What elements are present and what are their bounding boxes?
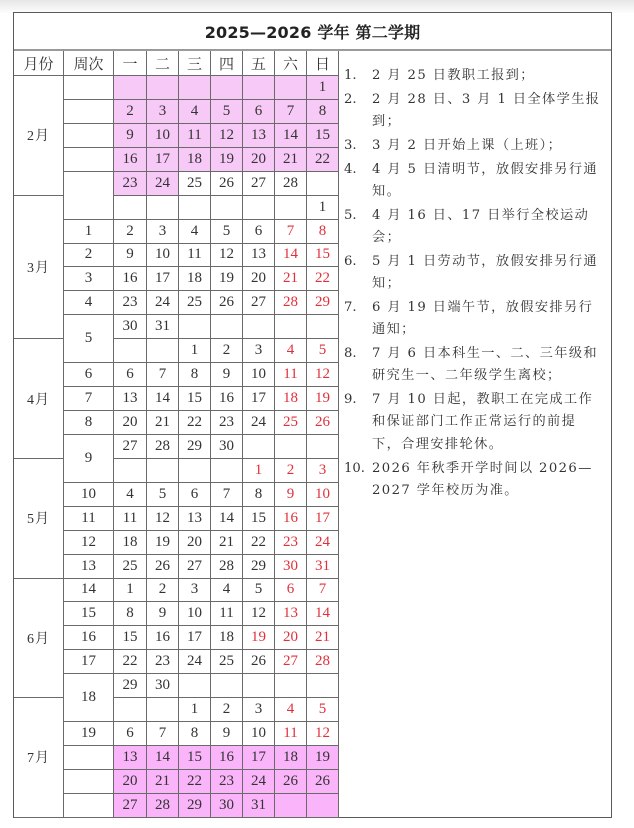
date-cell-wed: 4 <box>179 100 211 124</box>
date-cell-mon: 13 <box>114 746 147 770</box>
date-cell-mon: 18 <box>114 531 147 555</box>
date-cell-sun: 1 <box>307 196 339 220</box>
date-cell-tue: 3 <box>147 220 179 244</box>
date-cell-sat: 18 <box>275 387 307 411</box>
date-cell-fri: 6 <box>243 220 275 244</box>
date-cell-tue: 17 <box>147 148 179 172</box>
date-cell-sat <box>275 76 307 100</box>
date-cell-thu: 9 <box>211 722 243 746</box>
date-cell-fri <box>243 76 275 100</box>
date-cell-fri: 3 <box>243 698 275 722</box>
date-cell-fri: 29 <box>243 555 275 579</box>
date-cell-thu: 26 <box>211 291 243 315</box>
date-cell-tue: 28 <box>147 435 179 459</box>
date-cell-wed: 29 <box>179 794 211 818</box>
date-cell-sat <box>275 674 307 698</box>
date-cell-thu: 14 <box>211 507 243 531</box>
week-number: 17 <box>64 650 114 674</box>
date-cell-sat: 7 <box>275 220 307 244</box>
note-number: 9. <box>344 392 357 408</box>
date-cell-sat <box>275 315 307 339</box>
date-cell-wed: 24 <box>179 650 211 674</box>
date-cell-sun: 22 <box>307 148 339 172</box>
note-text: 2 月 25 日教职工报到； <box>372 68 535 83</box>
date-cell-fri: 6 <box>243 100 275 124</box>
note-text: 7 月 6 日本科生一、二、三年级和研究生一、二年级学生离校； <box>372 346 598 384</box>
date-cell-tue: 21 <box>147 411 179 435</box>
date-cell-thu: 19 <box>211 148 243 172</box>
date-cell-sat: 23 <box>275 531 307 555</box>
date-cell-fri: 17 <box>243 387 275 411</box>
date-cell-mon <box>114 76 147 100</box>
week-number <box>64 148 114 172</box>
date-cell-tue: 17 <box>147 267 179 291</box>
note-text: 3 月 2 日开始上课（上班）； <box>372 137 563 153</box>
date-cell-wed <box>179 674 211 698</box>
date-cell-sun: 19 <box>307 746 339 770</box>
date-cell-tue: 5 <box>147 483 179 507</box>
date-cell-sat: 14 <box>275 124 307 148</box>
date-cell-fri: 10 <box>243 363 275 387</box>
week-number <box>64 746 114 770</box>
note-text: 4 月 16 日、17 日举行全校运动会； <box>372 207 590 246</box>
date-cell-sun: 24 <box>307 531 339 555</box>
date-cell-tue: 7 <box>147 363 179 387</box>
date-cell-fri: 10 <box>243 722 275 746</box>
date-cell-fri: 1 <box>243 459 275 483</box>
date-cell-sat: 27 <box>275 650 307 674</box>
note-text: 2 月 28 日、3 月 1 日全体学生报到； <box>372 91 601 130</box>
date-cell-mon: 25 <box>114 555 147 579</box>
month-label: 5月 <box>14 459 64 579</box>
date-cell-tue <box>147 76 179 100</box>
date-cell-mon: 6 <box>114 722 147 746</box>
date-cell-sat: 16 <box>275 507 307 531</box>
date-cell-sun <box>307 674 339 698</box>
header-day-tue: 二 <box>147 51 179 76</box>
note-item <box>340 65 611 87</box>
date-cell-tue: 28 <box>147 794 179 818</box>
date-cell-sat <box>275 435 307 459</box>
date-cell-thu: 19 <box>211 267 243 291</box>
date-cell-tue: 23 <box>147 650 179 674</box>
date-cell-wed: 15 <box>179 387 211 411</box>
date-cell-wed: 22 <box>179 770 211 794</box>
note-number: 7. <box>344 299 357 315</box>
date-cell-sun: 1 <box>307 76 339 100</box>
date-cell-fri <box>243 315 275 339</box>
date-cell-sun: 3 <box>307 459 339 483</box>
date-cell-sun <box>307 435 339 459</box>
date-cell-sun: 8 <box>307 220 339 244</box>
date-cell-wed: 22 <box>179 411 211 435</box>
date-cell-tue <box>147 196 179 220</box>
date-cell-thu: 16 <box>211 746 243 770</box>
week-number: 11 <box>64 507 114 531</box>
week-number <box>64 124 114 148</box>
date-cell-fri: 5 <box>243 579 275 603</box>
date-cell-thu: 7 <box>211 483 243 507</box>
date-cell-wed: 10 <box>179 602 211 626</box>
date-cell-fri: 3 <box>243 339 275 363</box>
date-cell-sun <box>307 794 339 818</box>
date-cell-sat <box>275 794 307 818</box>
date-cell-sat: 4 <box>275 698 307 722</box>
note-item <box>340 343 611 388</box>
date-cell-thu: 5 <box>211 100 243 124</box>
week-number <box>64 76 114 100</box>
date-cell-thu: 23 <box>211 770 243 794</box>
date-cell-sat: 4 <box>275 339 307 363</box>
date-cell-wed: 3 <box>179 579 211 603</box>
note-item <box>340 389 611 456</box>
header-day-sat: 六 <box>275 51 307 76</box>
date-cell-fri: 24 <box>243 411 275 435</box>
date-cell-sat: 18 <box>275 746 307 770</box>
date-cell-sat: 26 <box>275 770 307 794</box>
date-cell-sat: 20 <box>275 626 307 650</box>
week-number: 6 <box>64 363 114 387</box>
date-cell-sun: 29 <box>307 291 339 315</box>
week-number: 10 <box>64 483 114 507</box>
date-cell-thu: 11 <box>211 602 243 626</box>
date-cell-mon: 20 <box>114 411 147 435</box>
date-cell-thu <box>211 315 243 339</box>
date-cell-sun: 26 <box>307 411 339 435</box>
date-cell-fri: 22 <box>243 531 275 555</box>
month-label: 2月 <box>14 76 64 196</box>
date-cell-tue: 26 <box>147 555 179 579</box>
week-number: 4 <box>64 291 114 315</box>
note-text: 7 月 10 日起，教职工在完成工作和保证部门工作正常运行的前提下，合理安排轮休。 <box>372 392 594 452</box>
date-cell-sat: 13 <box>275 602 307 626</box>
date-cell-tue: 24 <box>147 291 179 315</box>
date-cell-tue: 19 <box>147 531 179 555</box>
date-cell-thu: 18 <box>211 626 243 650</box>
header-week: 周次 <box>64 51 114 76</box>
date-cell-fri: 13 <box>243 124 275 148</box>
date-cell-sun: 28 <box>307 650 339 674</box>
note-text: 6 月 19 日端午节，放假安排另行通知； <box>372 299 594 338</box>
month-label: 6月 <box>14 579 64 699</box>
date-cell-fri: 31 <box>243 794 275 818</box>
date-cell-sun: 17 <box>307 507 339 531</box>
date-cell-tue: 3 <box>147 100 179 124</box>
date-cell-tue: 14 <box>147 387 179 411</box>
date-cell-thu: 21 <box>211 531 243 555</box>
date-cell-thu <box>211 76 243 100</box>
date-cell-thu: 26 <box>211 172 243 196</box>
notes-list <box>340 51 611 504</box>
week-number: 2 <box>64 244 114 268</box>
date-cell-fri: 8 <box>243 483 275 507</box>
date-cell-tue: 10 <box>147 244 179 268</box>
date-cell-mon <box>114 459 147 483</box>
date-cell-mon: 16 <box>114 267 147 291</box>
note-item <box>340 89 611 134</box>
date-cell-tue: 7 <box>147 722 179 746</box>
date-cell-sat: 7 <box>275 100 307 124</box>
header-month: 月份 <box>14 51 64 76</box>
date-cell-sun: 19 <box>307 387 339 411</box>
date-cell-wed: 25 <box>179 172 211 196</box>
date-cell-mon: 30 <box>114 315 147 339</box>
header-day-sun: 日 <box>307 51 339 76</box>
date-cell-wed: 1 <box>179 698 211 722</box>
date-cell-wed: 18 <box>179 267 211 291</box>
date-cell-sun: 31 <box>307 555 339 579</box>
note-item <box>340 135 611 157</box>
date-cell-wed: 15 <box>179 746 211 770</box>
note-text: 4 月 5 日清明节，放假安排另行通知。 <box>372 161 598 199</box>
date-cell-mon: 8 <box>114 602 147 626</box>
date-cell-mon <box>114 339 147 363</box>
date-cell-fri: 26 <box>243 650 275 674</box>
date-cell-sun: 14 <box>307 602 339 626</box>
date-cell-sun: 10 <box>307 483 339 507</box>
date-cell-tue: 16 <box>147 626 179 650</box>
week-number: 1 <box>64 220 114 244</box>
date-cell-tue: 30 <box>147 674 179 698</box>
date-cell-sat: 6 <box>275 579 307 603</box>
date-cell-tue: 2 <box>147 579 179 603</box>
date-cell-mon: 9 <box>114 244 147 268</box>
date-cell-sun: 7 <box>307 579 339 603</box>
week-number: 7 <box>64 387 114 411</box>
date-cell-thu <box>211 674 243 698</box>
date-cell-wed: 8 <box>179 363 211 387</box>
date-cell-mon: 23 <box>114 291 147 315</box>
date-cell-wed: 8 <box>179 722 211 746</box>
date-cell-tue: 9 <box>147 602 179 626</box>
month-label: 4月 <box>14 339 64 459</box>
date-cell-fri: 27 <box>243 291 275 315</box>
calendar-title: 2025—2026 学年 第二学期 <box>14 13 611 51</box>
date-cell-wed: 17 <box>179 626 211 650</box>
date-cell-fri: 24 <box>243 770 275 794</box>
date-cell-fri <box>243 435 275 459</box>
note-number: 4. <box>344 161 357 177</box>
date-cell-mon: 4 <box>114 483 147 507</box>
date-cell-mon: 27 <box>114 794 147 818</box>
date-cell-thu: 12 <box>211 124 243 148</box>
date-cell-sat: 11 <box>275 363 307 387</box>
note-number: 5. <box>344 207 357 223</box>
date-cell-mon <box>114 196 147 220</box>
date-cell-wed: 13 <box>179 507 211 531</box>
date-cell-mon: 6 <box>114 363 147 387</box>
date-cell-wed <box>179 459 211 483</box>
note-item <box>340 297 611 342</box>
school-calendar-sheet <box>13 12 612 818</box>
date-cell-mon: 13 <box>114 387 147 411</box>
month-label: 3月 <box>14 196 64 340</box>
note-number: 1. <box>344 68 357 83</box>
date-cell-fri: 13 <box>243 244 275 268</box>
date-cell-fri: 27 <box>243 172 275 196</box>
date-cell-tue: 12 <box>147 507 179 531</box>
date-cell-mon: 16 <box>114 148 147 172</box>
date-cell-mon: 2 <box>114 220 147 244</box>
week-number: 16 <box>64 626 114 650</box>
date-cell-sat: 28 <box>275 172 307 196</box>
date-cell-thu: 16 <box>211 387 243 411</box>
note-item <box>340 458 611 503</box>
date-cell-thu: 2 <box>211 698 243 722</box>
date-cell-wed: 25 <box>179 291 211 315</box>
date-cell-thu: 30 <box>211 435 243 459</box>
month-label: 7月 <box>14 698 64 818</box>
date-cell-tue: 10 <box>147 124 179 148</box>
date-cell-fri: 15 <box>243 507 275 531</box>
date-cell-wed: 11 <box>179 244 211 268</box>
date-cell-sun: 5 <box>307 698 339 722</box>
date-cell-fri: 12 <box>243 602 275 626</box>
date-cell-tue: 14 <box>147 746 179 770</box>
date-cell-wed: 11 <box>179 124 211 148</box>
date-cell-thu: 9 <box>211 363 243 387</box>
date-cell-tue <box>147 459 179 483</box>
date-cell-sat: 2 <box>275 459 307 483</box>
date-cell-wed <box>179 196 211 220</box>
date-cell-mon: 27 <box>114 435 147 459</box>
header-day-fri: 五 <box>243 51 275 76</box>
date-cell-sat: 28 <box>275 291 307 315</box>
date-cell-wed: 29 <box>179 435 211 459</box>
note-number: 6. <box>344 253 357 269</box>
date-cell-thu: 5 <box>211 220 243 244</box>
date-cell-fri <box>243 196 275 220</box>
date-cell-sun: 12 <box>307 363 339 387</box>
date-cell-wed <box>179 76 211 100</box>
note-number: 2. <box>344 91 357 107</box>
date-cell-sat: 9 <box>275 483 307 507</box>
week-number <box>64 794 114 818</box>
week-number: 18 <box>64 674 114 722</box>
note-text: 2026 年秋季开学时间以 2026—2027 学年校历为准。 <box>372 460 593 498</box>
date-cell-thu: 12 <box>211 244 243 268</box>
date-cell-mon: 11 <box>114 507 147 531</box>
date-cell-thu: 4 <box>211 579 243 603</box>
date-cell-fri: 17 <box>243 746 275 770</box>
date-cell-sun: 26 <box>307 770 339 794</box>
date-cell-mon: 9 <box>114 124 147 148</box>
date-cell-thu: 25 <box>211 650 243 674</box>
note-item <box>340 251 611 296</box>
note-number: 8. <box>344 346 357 362</box>
date-cell-sun <box>307 315 339 339</box>
date-cell-mon: 20 <box>114 770 147 794</box>
date-cell-sun: 12 <box>307 722 339 746</box>
date-cell-thu: 30 <box>211 794 243 818</box>
header-day-wed: 三 <box>179 51 211 76</box>
date-cell-wed: 4 <box>179 220 211 244</box>
date-cell-fri <box>243 674 275 698</box>
date-cell-wed: 27 <box>179 555 211 579</box>
date-cell-sun <box>307 172 339 196</box>
date-cell-mon: 1 <box>114 579 147 603</box>
date-cell-sat: 30 <box>275 555 307 579</box>
date-cell-sun: 15 <box>307 244 339 268</box>
date-cell-wed: 20 <box>179 531 211 555</box>
date-cell-tue: 21 <box>147 770 179 794</box>
week-number: 5 <box>64 315 114 363</box>
date-cell-mon: 2 <box>114 100 147 124</box>
date-cell-sun: 8 <box>307 100 339 124</box>
date-cell-mon: 29 <box>114 674 147 698</box>
date-cell-wed: 18 <box>179 148 211 172</box>
date-cell-mon: 22 <box>114 650 147 674</box>
date-cell-fri: 20 <box>243 148 275 172</box>
date-cell-mon: 23 <box>114 172 147 196</box>
date-cell-thu: 2 <box>211 339 243 363</box>
week-number: 3 <box>64 267 114 291</box>
date-cell-thu: 28 <box>211 555 243 579</box>
week-number <box>64 100 114 124</box>
date-cell-sat: 21 <box>275 267 307 291</box>
date-cell-mon <box>114 698 147 722</box>
date-cell-sat: 21 <box>275 148 307 172</box>
week-number: 8 <box>64 411 114 435</box>
header-day-mon: 一 <box>114 51 147 76</box>
week-number: 13 <box>64 555 114 579</box>
note-item <box>340 159 611 204</box>
note-item <box>340 205 611 250</box>
date-cell-thu: 23 <box>211 411 243 435</box>
week-number <box>64 172 114 220</box>
week-number: 19 <box>64 722 114 746</box>
date-cell-sat: 11 <box>275 722 307 746</box>
date-cell-wed: 1 <box>179 339 211 363</box>
calendar-grid <box>14 51 339 818</box>
date-cell-sun: 5 <box>307 339 339 363</box>
week-number: 9 <box>64 435 114 483</box>
date-cell-sun: 21 <box>307 626 339 650</box>
date-cell-sat <box>275 196 307 220</box>
date-cell-mon: 15 <box>114 626 147 650</box>
note-text: 5 月 1 日劳动节，放假安排另行通知； <box>372 253 598 292</box>
week-number: 14 <box>64 579 114 603</box>
date-cell-wed: 6 <box>179 483 211 507</box>
date-cell-thu <box>211 196 243 220</box>
date-cell-sun: 22 <box>307 267 339 291</box>
header-day-thu: 四 <box>211 51 243 76</box>
date-cell-tue <box>147 339 179 363</box>
date-cell-sat: 14 <box>275 244 307 268</box>
week-number: 12 <box>64 531 114 555</box>
week-number <box>64 770 114 794</box>
date-cell-sun: 15 <box>307 124 339 148</box>
date-cell-wed <box>179 315 211 339</box>
week-number: 15 <box>64 602 114 626</box>
note-number: 10. <box>344 460 365 476</box>
date-cell-fri: 19 <box>243 626 275 650</box>
note-number: 3. <box>344 137 357 153</box>
date-cell-fri: 20 <box>243 267 275 291</box>
date-cell-tue <box>147 698 179 722</box>
date-cell-tue: 24 <box>147 172 179 196</box>
date-cell-tue: 31 <box>147 315 179 339</box>
date-cell-thu <box>211 459 243 483</box>
date-cell-sat: 25 <box>275 411 307 435</box>
